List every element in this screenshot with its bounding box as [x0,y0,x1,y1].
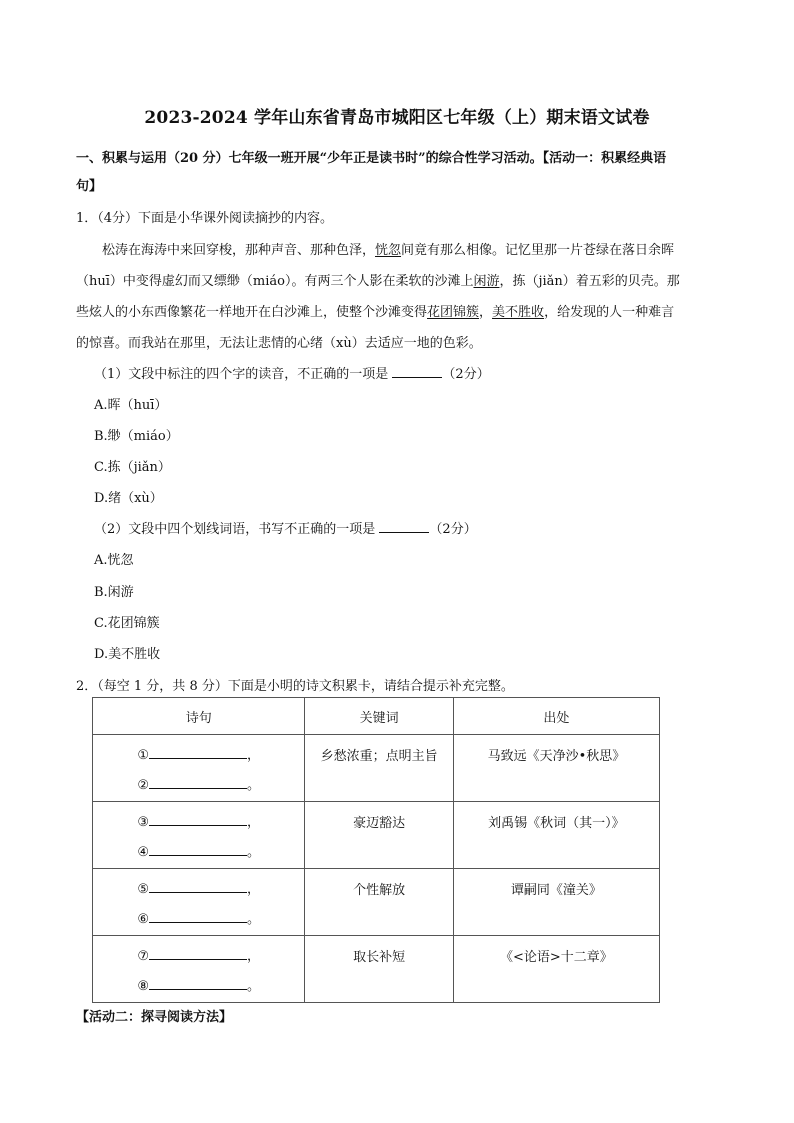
question-2-stem: 2．（每空 1 分，共 8 分）下面是小明的诗文积累卡，请结合提示补充完整。 [76,679,514,694]
option-c[interactable]: C.花团锦簇 [94,616,160,631]
answer-blank[interactable] [149,978,247,990]
option-b[interactable]: B.闲游 [94,585,134,600]
question-1-stem: 1．（4分）下面是小华课外阅读摘抄的内容。 [76,211,334,226]
answer-blank[interactable] [149,747,247,759]
verse-cell [93,802,305,869]
option-a[interactable]: A.晖（huī） [94,398,168,413]
source-text: 谭嗣同《潼关》 [510,883,602,898]
option-d[interactable]: D.美不胜收 [94,647,161,662]
option-d[interactable]: D.绪（xù） [94,491,163,506]
keyword-cell [305,735,453,802]
passage-text: 松涛在海涛中来回穿梭，那种声音、那种色泽， [102,243,376,258]
passage-text: （huī）中变得虚幻而又缥缈（miáo）。有两三个人影在柔软的沙滩上 [76,274,474,289]
verse-slot [93,909,304,931]
answer-blank[interactable] [149,814,247,826]
keyword-text: 个性解放 [353,883,406,898]
option-c[interactable]: C.拣（jiǎn） [94,460,171,475]
keyword-text: 乡愁浓重；点明主旨 [320,749,438,764]
punctuation: ， [247,949,261,964]
keyword-text: 取长补短 [353,950,406,965]
table-row [93,936,660,1003]
punctuation: ， [247,748,261,763]
table-row [93,869,660,936]
source-text: 刘禹锡《秋词（其一）》 [488,816,625,831]
passage-line-4: 的惊喜。而我站在那里，无法让悲情的心绪（xù）去适应一地的色彩。 [76,336,482,351]
underlined-word: 花团锦簇 [427,305,480,320]
punctuation: ， [247,815,261,830]
column-header-source: 出处 [453,698,659,735]
blank-number: ② [137,778,150,793]
verse-slot [93,745,304,767]
verse-cell [93,936,305,1003]
verse-cell [93,735,305,802]
punctuation: 。 [247,845,261,860]
passage-text: 些炫人的小东西像繁花一样地开在白沙滩上，使整个沙滩变得 [76,305,428,320]
punctuation: ， [247,882,261,897]
underlined-word: 恍忽 [375,243,402,258]
option-b[interactable]: B.缈（miáo） [94,429,179,444]
source-cell [453,936,659,1003]
answer-blank[interactable] [149,777,247,789]
answer-blank[interactable] [149,911,247,923]
punctuation: 。 [247,912,261,927]
passage-line-1 [102,239,674,258]
punctuation: 。 [247,778,261,793]
sub-question-stem: （2）文段中四个划线词语，书写不正确的一项是 [94,522,376,537]
verse-slot [93,946,304,968]
verse-slot [93,842,304,864]
answer-blank[interactable] [149,881,247,893]
keyword-cell [305,802,453,869]
table-row [93,802,660,869]
source-text: 《<论语>十二章》 [500,950,613,965]
keyword-cell [305,936,453,1003]
blank-number: ⑥ [137,912,150,927]
page-title: 2023-2024 学年山东省青岛市城阳区七年级（上）期末语文试卷 [144,108,650,128]
blank-number: ⑤ [137,882,150,897]
passage-text: ，拣（jiǎn）着五彩的贝壳。那 [499,274,680,289]
source-cell [453,735,659,802]
table-header-row [93,698,660,735]
blank-number: ④ [137,845,150,860]
verse-slot [93,775,304,797]
passage-text: ， [479,305,493,320]
blank-number: ① [137,748,150,763]
keyword-text: 豪迈豁达 [353,816,406,831]
sub-question-1 [94,363,490,382]
verse-slot [93,879,304,901]
blank-number: ③ [137,815,150,830]
underlined-word: 闲游 [473,274,500,289]
column-header-keyword: 关键词 [305,698,453,735]
source-cell [453,802,659,869]
activity-2-heading: 【活动二：探寻阅读方法】 [76,1010,233,1025]
sub-question-stem: （1）文段中标注的四个字的读音，不正确的一项是 [94,367,389,382]
answer-blank[interactable] [392,366,442,378]
poetry-card-table [92,697,660,1003]
source-cell [453,869,659,936]
passage-line-3 [76,301,674,320]
passage-text: ，给发现的人一种难言 [544,305,675,320]
source-text: 马致远《天净沙•秋思》 [487,749,626,764]
answer-blank[interactable] [149,844,247,856]
verse-cell [93,869,305,936]
option-a[interactable]: A.恍忽 [94,553,134,568]
punctuation: 。 [247,979,261,994]
answer-blank[interactable] [149,948,247,960]
keyword-cell [305,869,453,936]
answer-blank[interactable] [379,521,429,533]
section1-heading: 一、积累与运用（20 分）七年级一班开展“少年正是读书时”的综合性学习活动。【活动一：积累经典语 [76,151,667,166]
blank-number: ⑧ [137,979,150,994]
verse-slot [93,976,304,998]
table-row [93,735,660,802]
column-header-verse: 诗句 [93,698,305,735]
underlined-word: 美不胜收 [492,305,545,320]
passage-text: 间竟有那么相像。记忆里那一片苍绿在落日余晖 [401,243,675,258]
section1-heading-cont: 句】 [76,179,103,194]
verse-slot [93,812,304,834]
passage-line-2 [76,270,680,289]
points-label: （2分） [442,367,490,382]
points-label: （2分） [429,522,477,537]
blank-number: ⑦ [137,949,150,964]
sub-question-2 [94,518,477,537]
